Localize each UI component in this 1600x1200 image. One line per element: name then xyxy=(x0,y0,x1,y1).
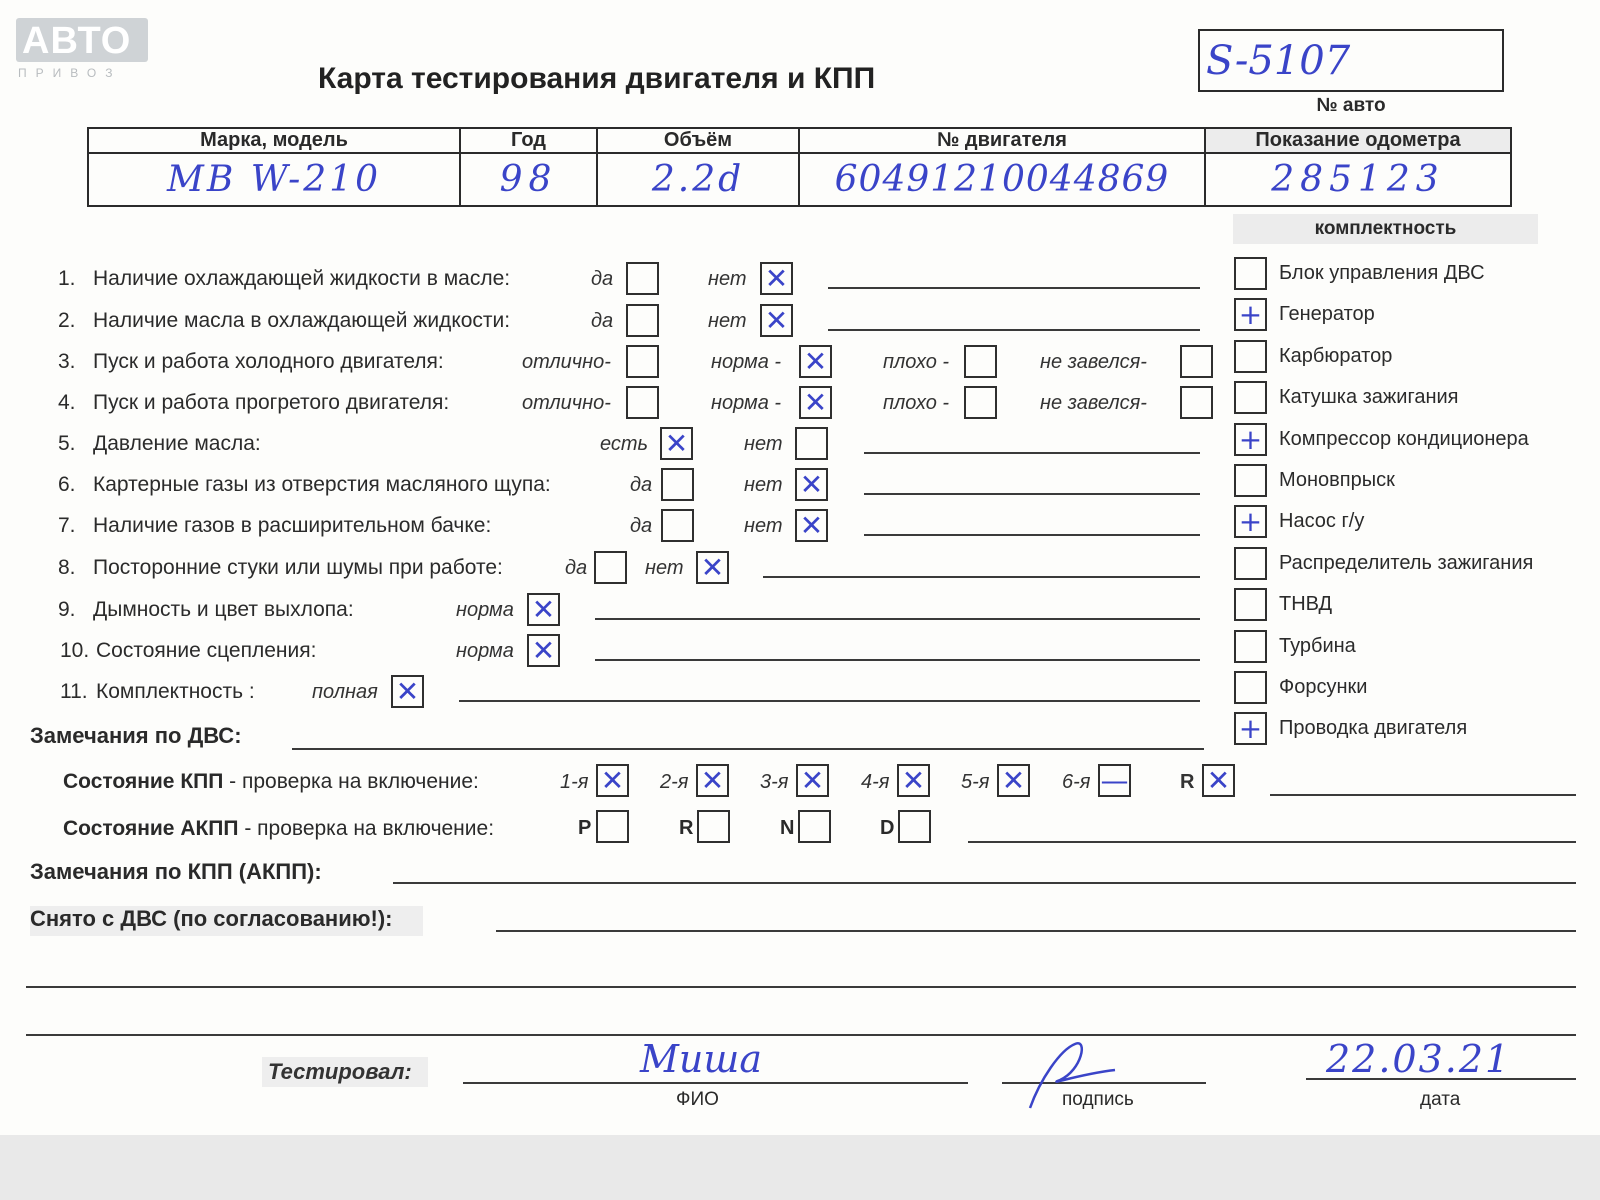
volume-text: 2.2d xyxy=(651,158,745,200)
auto-number-box xyxy=(1198,29,1504,92)
kit-label: ТНВД xyxy=(1279,593,1333,616)
option-label-o1: норма xyxy=(456,599,514,621)
kit-checkbox-12[interactable] xyxy=(1234,712,1267,745)
remarks-kpp-label: Замечания по КПП (АКПП): xyxy=(30,859,322,884)
gear-label: 2-я xyxy=(660,771,689,793)
gear-checkbox-7[interactable] xyxy=(1202,764,1235,797)
akpp-mode-label: D xyxy=(880,817,895,839)
kit-label: Моновпрыск xyxy=(1279,469,1395,491)
row-label: Наличие охлаждающей жидкости в масле: xyxy=(93,267,511,290)
option-label-o1: отлично- xyxy=(522,392,611,414)
akpp-mode-label: R xyxy=(679,817,694,839)
kit-label: Проводка двигателя xyxy=(1279,717,1468,740)
checkbox-row4-o1[interactable] xyxy=(626,386,659,419)
kit-checkbox-1[interactable] xyxy=(1234,257,1267,290)
checkbox-row1-o2-mark: ✕ xyxy=(764,262,789,295)
kit-checkbox-8[interactable] xyxy=(1234,547,1267,580)
checkbox-row4-o2-mark: ✕ xyxy=(803,386,828,419)
extra-line-1[interactable] xyxy=(26,986,1576,988)
kit-checkbox-11[interactable] xyxy=(1234,671,1267,704)
year-text: 98 xyxy=(499,158,558,200)
fio-line[interactable] xyxy=(463,1082,968,1084)
option-label-o2: норма - xyxy=(711,351,782,373)
checkbox-row10-o1[interactable] xyxy=(527,634,560,667)
kit-checkbox-12-mark: + xyxy=(1238,712,1263,746)
row1-note-line[interactable] xyxy=(828,287,1200,289)
checkbox-row2-o2[interactable] xyxy=(760,304,793,337)
option-label-o1: норма xyxy=(456,640,514,662)
gear-checkbox-1-mark: ✕ xyxy=(600,764,625,797)
row8-note-line[interactable] xyxy=(763,576,1200,578)
sign-label: подпись xyxy=(1062,1089,1134,1110)
kit-checkbox-5[interactable] xyxy=(1234,423,1267,456)
gear-label: 5-я xyxy=(961,771,990,793)
odometer-text: 285123 xyxy=(1271,158,1445,200)
gear-checkbox-5-mark: ✕ xyxy=(1001,764,1026,797)
row-number: 9. xyxy=(58,598,76,621)
kit-checkbox-6[interactable] xyxy=(1234,464,1267,497)
gear-checkbox-4-mark: ✕ xyxy=(901,764,926,797)
kpp-label-bold: Состояние КПП xyxy=(63,770,224,793)
col-make-model: Марка, модель xyxy=(88,128,460,153)
row7-note-line[interactable] xyxy=(864,534,1200,536)
checkbox-row5-o2[interactable] xyxy=(795,427,828,460)
akpp-checkbox-4[interactable] xyxy=(898,810,931,843)
checkbox-row11-o1[interactable] xyxy=(391,675,424,708)
checkbox-row1-o1[interactable] xyxy=(626,262,659,295)
checkbox-row8-o1[interactable] xyxy=(594,551,627,584)
option-label-o1: полная xyxy=(312,681,378,703)
engine-number-text: 60491210044869 xyxy=(834,158,1170,200)
avto-privoz-logo xyxy=(16,18,148,62)
page-title: Карта тестирования двигателя и КПП xyxy=(318,62,876,95)
date-label: дата xyxy=(1420,1089,1461,1110)
option-label-o4: не завелся- xyxy=(1040,351,1147,373)
remarks-engine-line[interactable] xyxy=(292,748,1204,750)
kit-checkbox-10[interactable] xyxy=(1234,630,1267,663)
vehicle-info-table xyxy=(87,127,1512,207)
checkbox-row2-o1[interactable] xyxy=(626,304,659,337)
kpp-line[interactable] xyxy=(1270,794,1576,796)
akpp-checkbox-2[interactable] xyxy=(697,810,730,843)
checkbox-row8-o2-mark: ✕ xyxy=(700,551,725,584)
kit-label: Насос г/у xyxy=(1279,510,1365,533)
kpp-label xyxy=(63,771,479,792)
checkbox-row1-o2[interactable] xyxy=(760,262,793,295)
auto-number-value: S-5107 xyxy=(1206,38,1351,84)
make-model-text: MB W-210 xyxy=(166,158,382,200)
row-number: 2. xyxy=(58,309,76,332)
row-number: 8. xyxy=(58,556,76,579)
row-number: 3. xyxy=(58,350,76,373)
checkbox-row4-o4[interactable] xyxy=(1180,386,1213,419)
col-year: Год xyxy=(460,128,597,153)
option-label-o2: нет xyxy=(645,557,684,579)
make-model-value xyxy=(88,153,460,206)
checkbox-row3-o1[interactable] xyxy=(626,345,659,378)
gear-label: 6-я xyxy=(1062,771,1091,793)
option-label-o1: да xyxy=(591,268,614,290)
akpp-line[interactable] xyxy=(968,841,1576,843)
fio-value: Миша xyxy=(640,1037,763,1081)
option-label-o2: нет xyxy=(708,310,747,332)
engine-number-value xyxy=(799,153,1205,206)
kit-label: Форсунки xyxy=(1279,676,1368,698)
row10-note-line[interactable] xyxy=(595,659,1200,661)
row-number: 10. xyxy=(60,639,90,662)
fio-label: ФИО xyxy=(676,1089,719,1110)
gear-checkbox-1[interactable] xyxy=(596,764,629,797)
row-label: Пуск и работа холодного двигателя: xyxy=(93,350,444,373)
checkbox-row11-o1-mark: ✕ xyxy=(395,675,420,708)
option-label-o1: да xyxy=(630,474,653,496)
auto-number-label: № авто xyxy=(1316,95,1386,116)
row-label: Наличие газов в расширительном бачке: xyxy=(93,514,492,537)
gear-checkbox-3[interactable] xyxy=(796,764,829,797)
akpp-label xyxy=(63,818,494,839)
checkbox-row5-o1-mark: ✕ xyxy=(664,427,689,460)
row-number: 11. xyxy=(60,680,88,703)
checkbox-row7-o1[interactable] xyxy=(661,509,694,542)
checkbox-row9-o1[interactable] xyxy=(527,593,560,626)
checkbox-row3-o2-mark: ✕ xyxy=(803,345,828,378)
kit-label: Карбюратор xyxy=(1279,344,1393,367)
odometer-value xyxy=(1205,153,1511,206)
checkbox-row3-o4[interactable] xyxy=(1180,345,1213,378)
row5-note-line[interactable] xyxy=(864,452,1200,454)
kit-checkbox-2[interactable] xyxy=(1234,298,1267,331)
checkbox-row5-o1[interactable] xyxy=(660,427,693,460)
tested-label: Тестировал: xyxy=(262,1057,428,1087)
kit-section-title: комплектность xyxy=(1233,214,1538,244)
kit-label: Катушка зажигания xyxy=(1279,386,1459,409)
checkbox-row6-o2-mark: ✕ xyxy=(799,468,824,501)
kit-checkbox-7[interactable] xyxy=(1234,505,1267,538)
remarks-kpp-line[interactable] xyxy=(393,882,1576,884)
extra-line-2[interactable] xyxy=(26,1034,1576,1036)
option-label-o1: да xyxy=(630,515,653,537)
kit-label: Блок управления ДВС xyxy=(1279,262,1485,284)
row-label: Наличие масла в охлаждающей жидкости: xyxy=(93,309,511,332)
remarks-engine-label: Замечания по ДВС: xyxy=(30,723,242,748)
akpp-checkbox-1[interactable] xyxy=(596,810,629,843)
kit-checkbox-2-mark: + xyxy=(1238,298,1263,332)
kit-checkbox-7-mark: + xyxy=(1238,505,1263,539)
row6-note-line[interactable] xyxy=(864,493,1200,495)
row2-note-line[interactable] xyxy=(828,329,1200,331)
row-number: 5. xyxy=(58,432,76,455)
gear-checkbox-6[interactable] xyxy=(1098,764,1131,797)
checkbox-row2-o2-mark: ✕ xyxy=(764,304,789,337)
checkbox-row9-o1-mark: ✕ xyxy=(531,593,556,626)
gear-checkbox-2-mark: ✕ xyxy=(700,764,725,797)
logo-text: АВТО xyxy=(22,20,132,62)
kit-checkbox-3[interactable] xyxy=(1234,340,1267,373)
akpp-mode-label: P xyxy=(578,817,592,839)
row-label: Состояние сцепления: xyxy=(96,639,317,662)
checkbox-row10-o1-mark: ✕ xyxy=(531,634,556,667)
akpp-mode-label: N xyxy=(780,817,795,839)
checkbox-row4-o3[interactable] xyxy=(964,386,997,419)
option-label-o2: нет xyxy=(744,474,783,496)
kit-label: Генератор xyxy=(1279,303,1375,326)
gear-checkbox-4[interactable] xyxy=(897,764,930,797)
checkbox-row6-o1[interactable] xyxy=(661,468,694,501)
kit-label: Компрессор кондиционера xyxy=(1279,427,1529,450)
volume-value xyxy=(597,153,799,206)
logo-subtext: ПРИВОЗ xyxy=(18,66,122,80)
akpp-label-bold: Состояние АКПП xyxy=(63,817,239,840)
kit-checkbox-9[interactable] xyxy=(1234,588,1267,621)
checkbox-row7-o2-mark: ✕ xyxy=(799,509,824,542)
akpp-label-rest: - проверка на включение: xyxy=(238,817,495,840)
row-label: Посторонние стуки или шумы при работе: xyxy=(93,556,503,579)
checkbox-row7-o2[interactable] xyxy=(795,509,828,542)
kit-label: Турбина xyxy=(1279,634,1356,657)
gear-label: 3-я xyxy=(760,771,789,793)
row-number: 7. xyxy=(58,514,76,537)
gear-checkbox-7-mark: ✕ xyxy=(1206,764,1231,797)
kit-checkbox-5-mark: + xyxy=(1238,422,1263,456)
row-label: Пуск и работа прогретого двигателя: xyxy=(93,391,450,414)
option-label-o3: плохо - xyxy=(883,392,950,414)
gear-checkbox-5[interactable] xyxy=(997,764,1030,797)
gear-label: 4-я xyxy=(861,771,890,793)
row-number: 6. xyxy=(58,473,76,496)
row-label: Давление масла: xyxy=(93,432,261,455)
row-number: 4. xyxy=(58,391,76,414)
gear-checkbox-6-mark: — xyxy=(1100,764,1129,797)
row-label: Картерные газы из отверстия масляного щупа: xyxy=(93,473,551,496)
option-label-o2: нет xyxy=(744,515,783,537)
row9-note-line[interactable] xyxy=(595,618,1200,620)
removed-line[interactable] xyxy=(496,930,1576,932)
kpp-label-rest: - проверка на включение: xyxy=(223,770,479,793)
option-label-o1: есть xyxy=(600,433,649,455)
row-number: 1. xyxy=(58,267,76,290)
gear-checkbox-2[interactable] xyxy=(696,764,729,797)
akpp-checkbox-3[interactable] xyxy=(798,810,831,843)
checkbox-row8-o2[interactable] xyxy=(696,551,729,584)
kit-label: Распределитель зажигания xyxy=(1279,551,1534,574)
col-volume: Объём xyxy=(597,128,799,153)
date-value: 22.03.21 xyxy=(1326,1037,1512,1081)
kit-checkbox-4[interactable] xyxy=(1234,381,1267,414)
option-label-o2: нет xyxy=(744,433,783,455)
removed-label: Снято с ДВС (по согласованию!): xyxy=(30,906,423,936)
checkbox-row3-o2[interactable] xyxy=(799,345,832,378)
row-label: Комплектность : xyxy=(96,680,255,703)
row11-note-line[interactable] xyxy=(459,700,1200,702)
gear-checkbox-3-mark: ✕ xyxy=(800,764,825,797)
checkbox-row3-o3[interactable] xyxy=(964,345,997,378)
checkbox-row4-o2[interactable] xyxy=(799,386,832,419)
option-label-o4: не завелся- xyxy=(1040,392,1147,414)
row-label: Дымность и цвет выхлопа: xyxy=(93,598,354,621)
option-label-o3: плохо - xyxy=(883,351,950,373)
option-label-o2: норма - xyxy=(711,392,782,414)
option-label-o1: отлично- xyxy=(522,351,611,373)
col-engine-number: № двигателя xyxy=(799,128,1205,153)
option-label-o1: да xyxy=(565,557,588,579)
option-label-o1: да xyxy=(591,310,614,332)
col-odometer: Показание одометра xyxy=(1205,128,1511,153)
year-value xyxy=(460,153,597,206)
checkbox-row6-o2[interactable] xyxy=(795,468,828,501)
option-label-o2: нет xyxy=(708,268,747,290)
gear-label: R xyxy=(1180,771,1195,793)
gear-label: 1-я xyxy=(560,771,589,793)
